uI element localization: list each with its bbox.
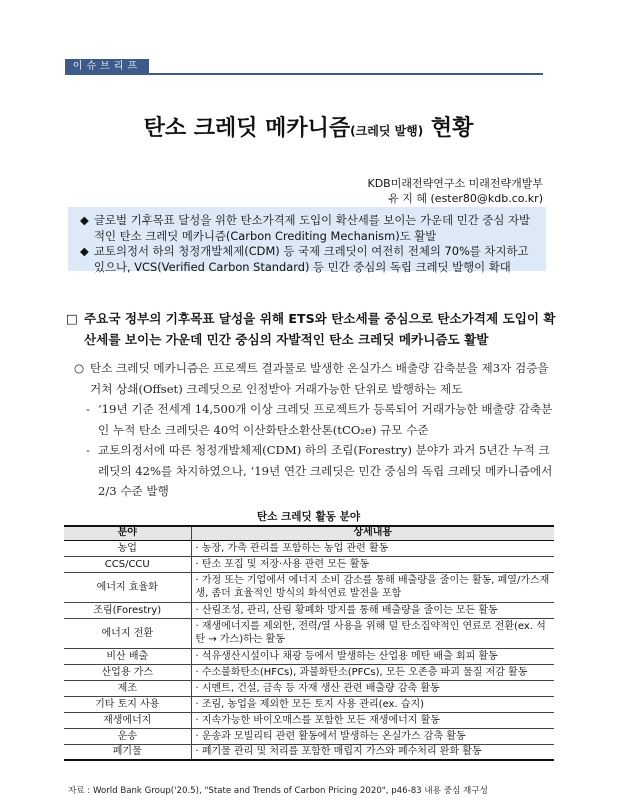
table-row: [64, 680, 554, 696]
detail-cell: · 탄소 포집 및 저장·사용 관련 모든 활동: [191, 556, 554, 572]
category-cell: 폐기물: [64, 744, 191, 760]
detail-cell: · 수소불화탄소(HFCs), 과불화탄소(PFCs), 모든 오존층 파괴 물질 저감 활동: [191, 664, 554, 680]
source-note: 자료 : World Bank Group('20.5), "State and Trends of Carbon Pricing 2020", p46-83 내용 중심 재구성: [68, 786, 488, 796]
page-title: [0, 115, 617, 145]
category-cell: 운송: [64, 728, 191, 744]
activity-table: [64, 525, 554, 761]
category-cell: 산업용 가스: [64, 664, 191, 680]
detail-cell: · 시멘트, 건설, 금속 등 자재 생산 관련 배출량 감축 활동: [191, 680, 554, 696]
main-bullet-text: 탄소 크레딧 메카니즘은 프로젝트 결과물로 발생한 온실가스 배출량 감축분을 제3자 검증을 거쳐 상쇄(Offset) 크레딧으로 인정받아 거래가능한 단위로 발행하는 제도: [90, 361, 549, 396]
sub-bullet: [86, 440, 556, 502]
column-header-category: 분야: [64, 526, 191, 540]
square-box-icon: □: [66, 311, 78, 326]
diamond-icon: ◆: [80, 213, 89, 227]
issue-brief-bar: [65, 59, 543, 75]
table-title: 탄소 크레딧 활동 분야: [256, 511, 361, 523]
table-header-row: [64, 526, 554, 540]
summary-text: 교토의정서 하의 청정개발체제(CDM) 등 국제 크레딧이 여전히 전체의 70%를 차지하고 있으나, VCS(Verified Carbon Standard) 등 민간 중심의 독립 크레딧 발행이 확대: [94, 244, 529, 274]
issue-brief-tag: 이슈브리프: [65, 59, 149, 75]
category-cell: 비산 배출: [64, 648, 191, 664]
category-cell: 에너지 효율화: [64, 572, 191, 602]
section-heading: [66, 308, 556, 350]
detail-cell: · 폐기물 관리 및 처리를 포함한 매립지 가스와 폐수처리 완화 활동: [191, 744, 554, 760]
author-block: [368, 176, 544, 206]
detail-cell: · 지속가능한 바이오매스를 포함한 모든 재생에너지 활동: [191, 712, 554, 728]
title-paren: (크레딧 발행): [350, 124, 424, 138]
category-cell: 기타 토지 사용: [64, 696, 191, 712]
main-bullet: [74, 358, 556, 399]
category-cell: 조림(Forestry): [64, 602, 191, 618]
sub-bullet: [86, 399, 556, 440]
table-row: [64, 744, 554, 760]
detail-cell: · 조림, 농업을 제외한 모든 토지 사용 관리(ex. 습지): [191, 696, 554, 712]
table-row: [64, 618, 554, 648]
category-cell: 에너지 전환: [64, 618, 191, 648]
detail-cell: · 석유생산시설이나 채광 등에서 발생하는 산업용 메탄 배출 회피 활동: [191, 648, 554, 664]
dash-bullet-icon: -: [86, 402, 90, 416]
summary-item: [80, 213, 538, 244]
summary-item: [80, 244, 538, 275]
column-header-detail: 상세내용: [191, 526, 554, 540]
table-row: [64, 572, 554, 602]
circle-bullet-icon: ○: [74, 361, 85, 375]
title-main: 탄소 크레딧 메카니즘: [143, 116, 351, 141]
detail-cell: · 재생에너지를 제외한, 전력/열 사용을 위해 덜 탄소집약적인 연료로 전환(ex. 석탄 → 가스)하는 활동: [191, 618, 554, 648]
dash-bullet-icon: -: [86, 443, 90, 457]
summary-box: [68, 207, 546, 274]
detail-cell: · 운송과 모빌리티 관련 활동에서 발생하는 온실가스 감축 활동: [191, 728, 554, 744]
category-cell: 농업: [64, 540, 191, 556]
detail-cell: · 산림조성, 관리, 산림 황폐화 방지를 통해 배출량을 줄이는 모든 활동: [191, 602, 554, 618]
sub-bullet-text: 교토의정서에 따른 청정개발체제(CDM) 하의 조림(Forestry) 분야가 과거 5년간 누적 크레딧의 42%를 차지하였으나, ‘19년 연간 크레딧은 민간 중심의 독립 크레딧 메카니즘에서 2/3 수준 발행: [98, 443, 553, 498]
summary-text: 글로벌 기후목표 달성을 위한 탄소가격제 도입이 확산세를 보이는 가운데 민간 중심 자발적인 탄소 크레딧 메카니즘(Carbon Crediting Mechanism)도 활발: [94, 213, 530, 243]
detail-cell: · 가정 또는 기업에서 에너지 소비 감소를 통해 배출량을 줄이는 활동, 폐열/가스재생, 좀더 효율적인 방식의 화석연료 발전을 포함: [191, 572, 554, 602]
detail-cell: · 농장, 가축 관리를 포함하는 농업 관련 활동: [191, 540, 554, 556]
sub-bullet-text: ‘19년 기준 전세계 14,500개 이상 크레딧 프로젝트가 등록되어 거래가능한 배출량 감축분인 누적 탄소 크레딧은 40억 이산화탄소환산톤(tCO₂e) 규모 수준: [98, 402, 553, 437]
table-row: [64, 728, 554, 744]
table-row: [64, 664, 554, 680]
title-tail: 현황: [423, 116, 474, 141]
author-name: 유 지 혜 (ester80@kdb.co.kr): [388, 192, 543, 205]
table-row: [64, 556, 554, 572]
table-row: [64, 540, 554, 556]
category-cell: 재생에너지: [64, 712, 191, 728]
author-org: KDB미래전략연구소 미래전략개발부: [367, 177, 543, 190]
table-row: [64, 648, 554, 664]
table-row: [64, 602, 554, 618]
category-cell: CCS/CCU: [64, 556, 191, 572]
table-row: [64, 696, 554, 712]
section-heading-text: 주요국 정부의 기후목표 달성을 위해 ETS와 탄소세를 중심으로 탄소가격제 도입이 확산세를 보이는 가운데 민간 중심의 자발적인 탄소 크레딧 메카니즘도 활발: [84, 311, 556, 347]
table-row: [64, 712, 554, 728]
category-cell: 제조: [64, 680, 191, 696]
diamond-icon: ◆: [80, 244, 89, 258]
